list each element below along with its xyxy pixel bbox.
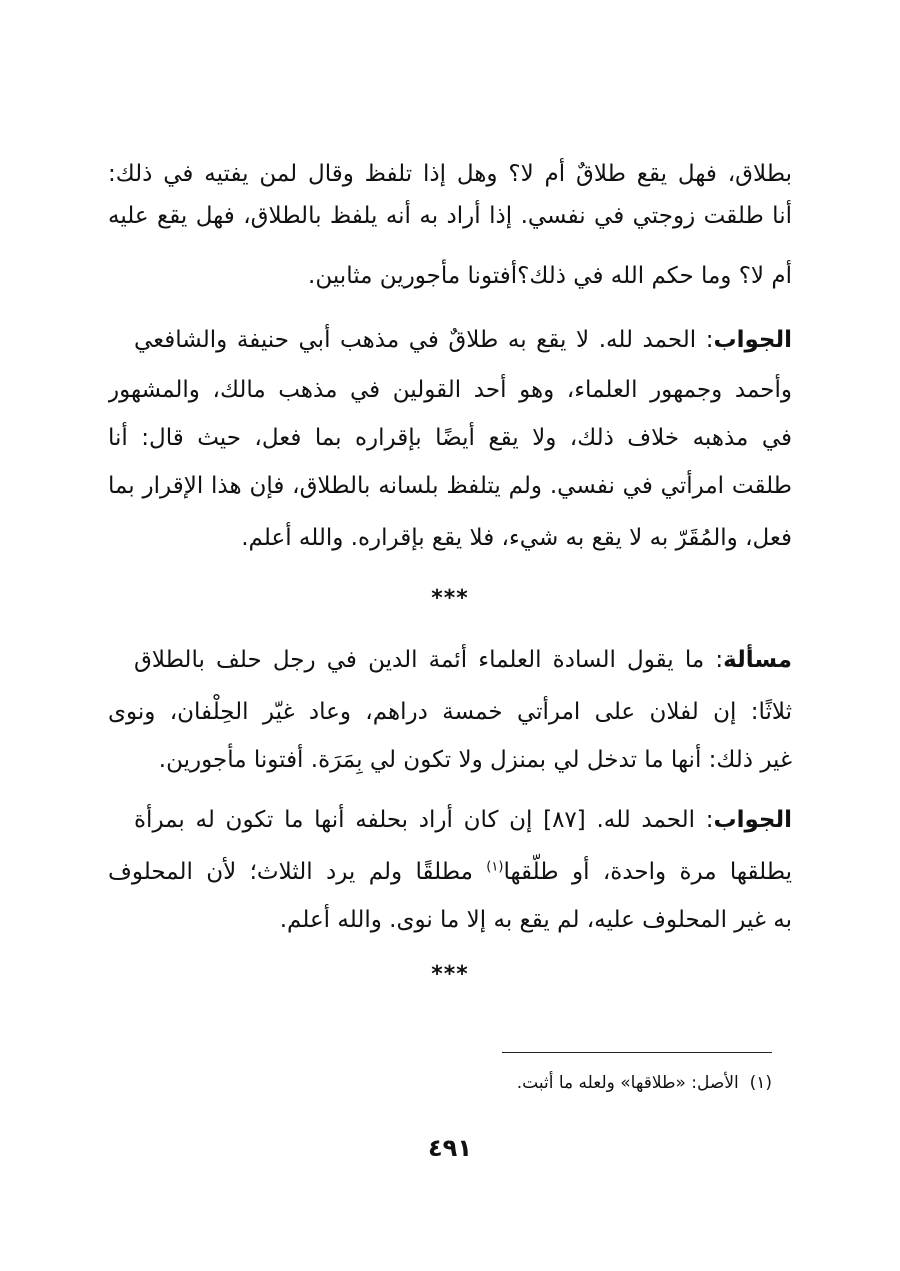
answer2-line-1 [134, 800, 792, 840]
footnote-text: الأصل: «طلاقها» ولعله ما أثبت. [516, 1073, 739, 1093]
question2-line-2: ثلاثًا: إن لفلان على امرأتي خمسة دراهم، وعاد غيّر الحِلْفان، ونوى [108, 699, 792, 725]
question2-line-3: غير ذلك: أنها ما تدخل لي بمنزل ولا تكون لي بِمَرَة. أفتونا مأجورين. [158, 747, 792, 773]
section-separator: *** [431, 586, 469, 611]
answer1-line-4: طلقت امرأتي في نفسي. ولم يتلفظ بلسانه بالطلاق، فإن هذا الإقرار بما [108, 473, 792, 499]
answer2-line-2 [108, 852, 792, 892]
footnote-reference[interactable]: (١) [486, 859, 504, 875]
answer2-line-2-before: يطلقها مرة واحدة، أو طلّقها [503, 859, 792, 885]
question2-line-1-text: : ما يقول السادة العلماء أئمة الدين في رجل حلف بالطلاق [134, 647, 724, 673]
question2-label: مسألة [723, 647, 792, 673]
footnote-number: (١) [749, 1073, 772, 1093]
footnote-rule [502, 1052, 772, 1053]
question2-line-1 [134, 640, 792, 680]
footnote [372, 1070, 772, 1096]
paragraph1-line-2: أنا طلقت زوجتي في نفسي. إذا أراد به أنه يلفظ بالطلاق، فهل يقع عليه [108, 203, 792, 229]
answer2-line-3: به غير المحلوف عليه، لم يقع به إلا ما نوى. والله أعلم. [279, 907, 792, 933]
answer1-label: الجواب [713, 327, 792, 353]
answer2-line-2-after: مطلقًا ولم يرد الثلاث؛ لأن المحلوف [108, 859, 487, 885]
answer1-line-1-text: : الحمد لله. لا يقع به طلاقٌ في مذهب أبي حنيفة والشافعي [134, 327, 714, 353]
section-separator-2: *** [431, 962, 469, 987]
answer1-line-2: وأحمد وجمهور العلماء، وهو أحد القولين في مذهب مالك، والمشهور [108, 377, 792, 403]
answer2-line-1-text: : الحمد لله. [٨٧] إن كان أراد بحلفه أنها ما تكون له بمرأة [134, 807, 714, 833]
answer1-line-1 [134, 320, 792, 360]
answer1-line-3: في مذهبه خلاف ذلك، ولا يقع أيضًا بإقراره بما فعل، حيث قال: أنا [108, 425, 792, 451]
answer2-label: الجواب [713, 807, 792, 833]
answer1-line-5: فعل، والمُقَرّ به لا يقع به شيء، فلا يقع بإقراره. والله أعلم. [241, 525, 792, 551]
page-number: ٤٩١ [428, 1134, 472, 1162]
paragraph1-line-1: بطلاق، فهل يقع طلاقٌ أم لا؟ وهل إذا تلفظ وقال لمن يفتيه في ذلك: [108, 161, 792, 187]
paragraph1-line-3: أم لا؟ وما حكم الله في ذلك؟أفتونا مأجورين مثابين. [308, 263, 792, 289]
